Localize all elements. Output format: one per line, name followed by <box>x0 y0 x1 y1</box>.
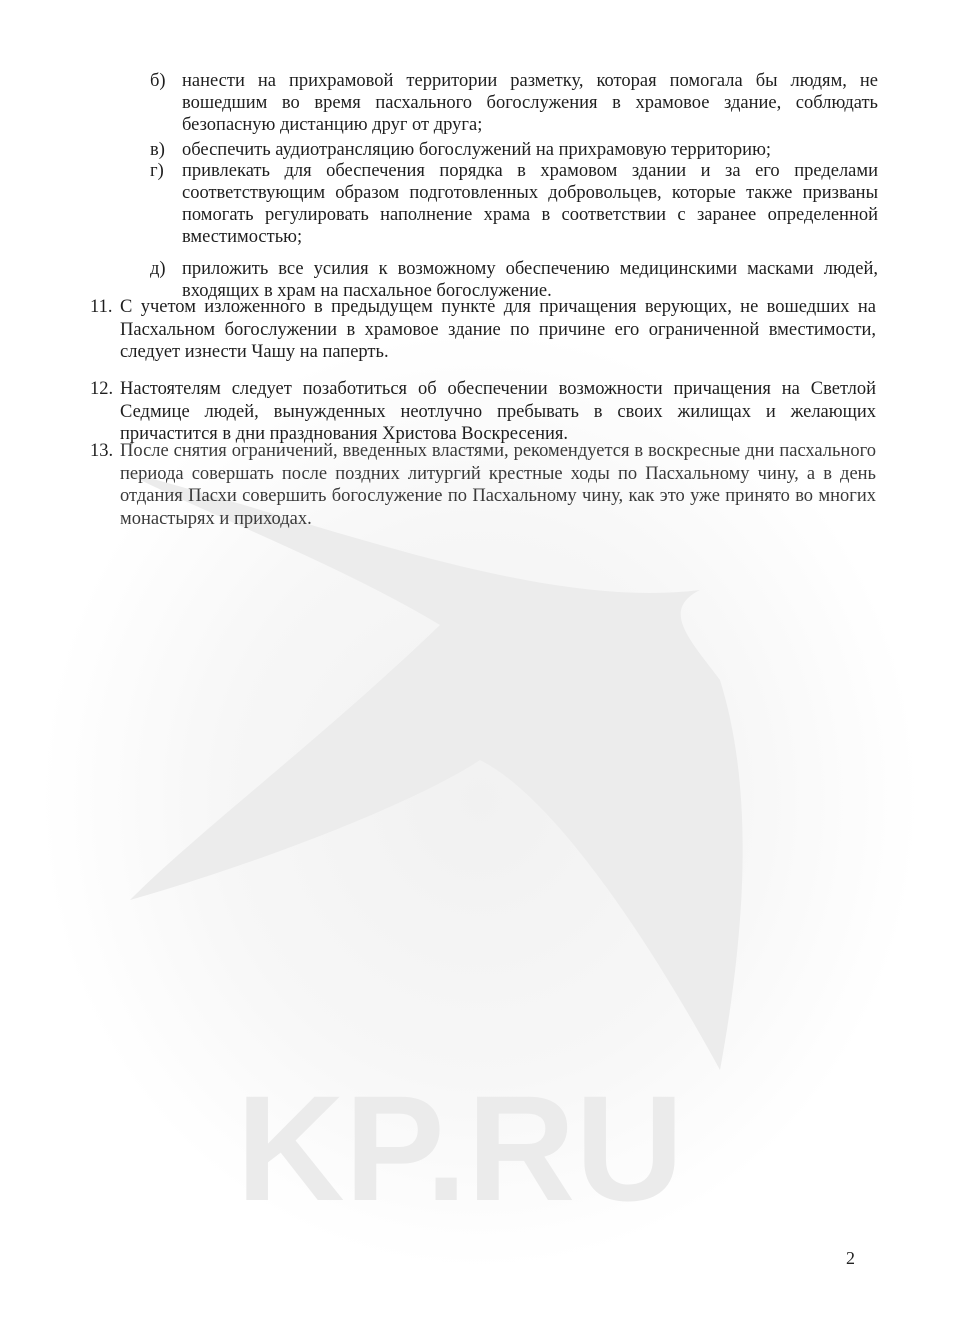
subitem-v <box>150 139 878 161</box>
page-number: 2 <box>846 1248 855 1268</box>
item-number: 13. <box>90 441 114 461</box>
subitem-text: обеспечить аудиотрансляцию богослужений на прихрамовую территорию; <box>182 140 772 160</box>
subitem-text: нанести на прихрамовой территории разметку, которая помогала бы людям, не вошедшим во время пасхального богослужения в храмовое здание, соблюдать безопасную дистанцию друг от друга; <box>182 71 878 135</box>
item-text: Настоятелям следует позаботиться об обеспечении возможности причащения на Светлой Седмице людей, вынужденных неотлучно пребывать в своих жилищах и желающих причастится в дни празднования Христова Воскресения. <box>120 379 876 444</box>
subitem-label: д) <box>150 259 166 279</box>
item-text: После снятия ограничений, введенных властями, рекомендуется в воскресные дни пасхального периода совершать после поздних литургий крестные ходы по Пасхальному чину, а в день отдания Пасхи совершить богослужение по Пасхальному чину, как это уже принято во многих монастырях и приходах. <box>120 441 876 529</box>
subitem-text: привлекать для обеспечения порядка в храмовом здании и за его пределами соответствующим образом подготовленных добровольцев, которые также призваны помогать регулировать наполнение храма в соответствии с заранее определенной вместимостью; <box>182 161 878 247</box>
item-text: С учетом изложенного в предыдущем пункте для причащения верующих, не вошедших на Пасхальном богослужении в храмовое здание по причине его ограниченной вместимости, следует изнести Чашу на паперть. <box>120 297 876 362</box>
subitem-label: б) <box>150 71 166 91</box>
item-12 <box>90 378 876 446</box>
item-11 <box>90 296 876 364</box>
watermark-text: KP.RU <box>236 1064 684 1232</box>
item-number: 12. <box>90 379 114 399</box>
subitem-g <box>150 160 878 248</box>
subitem-text: приложить все усилия к возможному обеспечению медицинскими масками людей, входящих в храм на пасхальное богослужение. <box>182 259 878 301</box>
item-13 <box>90 440 876 530</box>
subitem-b <box>150 70 878 136</box>
subitem-label: г) <box>150 161 164 181</box>
item-number: 11. <box>90 297 113 317</box>
subitem-label: в) <box>150 140 165 160</box>
